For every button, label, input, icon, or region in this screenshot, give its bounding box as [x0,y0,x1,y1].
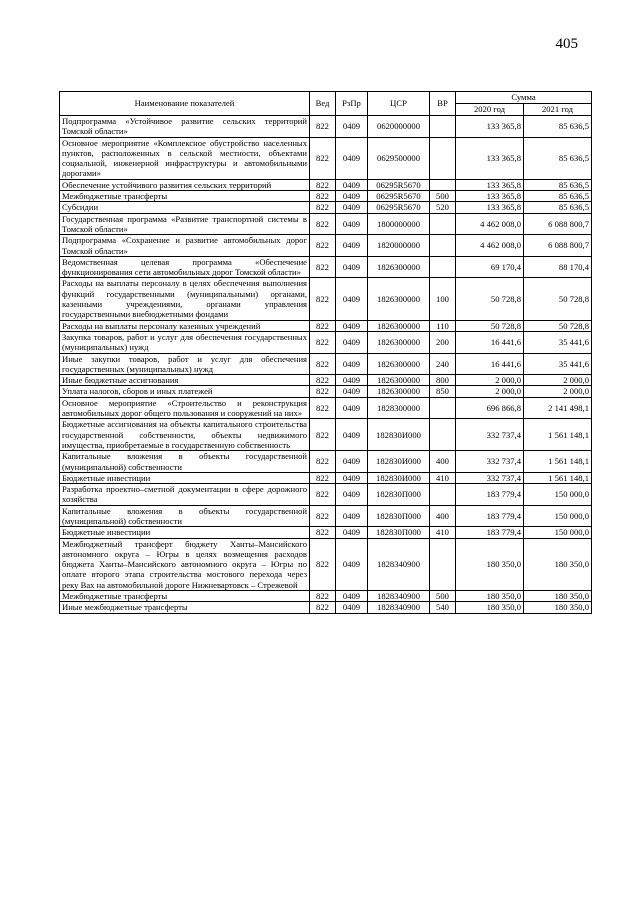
cell-rzpr: 0409 [336,278,368,320]
cell-name: Ведомственная целевая программа «Обеспечение функционирования сети автомобильных дорог Томской области» [60,256,310,278]
cell-name: Закупка товаров, работ и услуг для обеспечения государственных (муниципальных) нужд [60,331,310,353]
cell-2020: 133 365,8 [456,137,524,179]
cell-2021: 85 636,5 [524,179,592,190]
cell-vr: 400 [430,451,456,473]
cell-rzpr: 0409 [336,375,368,386]
cell-2020: 133 365,8 [456,191,524,202]
cell-vr: 500 [430,191,456,202]
cell-csr: 182830П000 [368,484,430,506]
cell-2020: 332 737,4 [456,472,524,483]
cell-ved: 822 [310,179,336,190]
cell-ved: 822 [310,331,336,353]
cell-vr: 800 [430,375,456,386]
cell-vr: 200 [430,331,456,353]
cell-csr: 1828340900 [368,602,430,613]
cell-name: Подпрограмма «Устойчивое развитие сельских территорий Томской области» [60,116,310,138]
cell-2021: 150 000,0 [524,484,592,506]
cell-vr [430,179,456,190]
cell-ved: 822 [310,386,336,397]
cell-2021: 1 561 148,1 [524,451,592,473]
cell-csr: 182830П000 [368,505,430,527]
cell-2020: 16 441,6 [456,353,524,375]
cell-csr: 182830И000 [368,472,430,483]
cell-name: Бюджетные ассигнования на объекты капитального строительства государственной собственности, объекты недвижимого имущества, приобретаемые в государственную собственность [60,419,310,451]
cell-rzpr: 0409 [336,179,368,190]
table-row [60,191,592,202]
cell-2020: 332 737,4 [456,451,524,473]
cell-vr: 410 [430,527,456,538]
cell-csr: 1826300000 [368,278,430,320]
cell-name: Государственная программа «Развитие транспортной системы в Томской области» [60,213,310,235]
table-row [60,538,592,590]
cell-rzpr: 0409 [336,472,368,483]
table-row [60,235,592,257]
cell-rzpr: 0409 [336,505,368,527]
cell-ved: 822 [310,591,336,602]
cell-csr: 182830И000 [368,451,430,473]
cell-2020: 50 728,8 [456,320,524,331]
cell-rzpr: 0409 [336,386,368,397]
cell-2020: 4 462 008,0 [456,213,524,235]
cell-2021: 85 636,5 [524,191,592,202]
table-row [60,179,592,190]
cell-name: Бюджетные инвестиции [60,527,310,538]
cell-csr: 06295R5670 [368,179,430,190]
cell-2020: 50 728,8 [456,278,524,320]
cell-rzpr: 0409 [336,538,368,590]
cell-name: Уплата налогов, сборов и иных платежей [60,386,310,397]
cell-ved: 822 [310,375,336,386]
cell-csr: 1826300000 [368,256,430,278]
table-row [60,375,592,386]
cell-rzpr: 0409 [336,419,368,451]
table-row [60,602,592,613]
cell-2021: 35 441,6 [524,331,592,353]
cell-vr: 110 [430,320,456,331]
cell-2020: 69 170,4 [456,256,524,278]
cell-name: Межбюджетный трансферт бюджету Ханты–Мансийского автономного округа – Югры в целях возмещения расходов бюджета Ханты–Мансийского автономного округа – Югры по оплате второго этапа строительства мостового перехода через реку Вах на автомобильной дороге Нижневартовск – Стрежевой [60,538,310,590]
cell-2020: 332 737,4 [456,419,524,451]
cell-name: Основное мероприятие «Комплексное обустройство населенных пунктов, расположенных в сельской местности, объектами социальной, инженерной инфраструктуры и автомобильными дорогами» [60,137,310,179]
budget-table [59,91,592,614]
cell-2020: 180 350,0 [456,602,524,613]
cell-vr [430,538,456,590]
cell-name: Основное мероприятие «Строительство и реконструкция автомобильных дорог общего пользования и сооружений на них» [60,397,310,419]
cell-2021: 180 350,0 [524,538,592,590]
table-row [60,213,592,235]
cell-vr: 500 [430,591,456,602]
cell-name: Расходы на выплаты персоналу в целях обеспечения выполнения функций государственными (муниципальными) органами, казенными учреждениями, органами управления государственными внебюджетными фондами [60,278,310,320]
cell-rzpr: 0409 [336,320,368,331]
cell-ved: 822 [310,235,336,257]
cell-name: Субсидии [60,202,310,213]
table-row [60,331,592,353]
cell-2020: 180 350,0 [456,591,524,602]
cell-csr: 1820000000 [368,235,430,257]
cell-vr: 850 [430,386,456,397]
cell-2021: 35 441,6 [524,353,592,375]
cell-ved: 822 [310,256,336,278]
cell-rzpr: 0409 [336,527,368,538]
cell-rzpr: 0409 [336,235,368,257]
cell-vr: 540 [430,602,456,613]
cell-ved: 822 [310,213,336,235]
cell-2021: 85 636,5 [524,202,592,213]
cell-ved: 822 [310,137,336,179]
cell-csr: 1826300000 [368,353,430,375]
table-row [60,505,592,527]
header-year-2020: 2020 год [456,104,524,116]
cell-rzpr: 0409 [336,451,368,473]
cell-vr [430,235,456,257]
cell-name: Разработка проектно–сметной документации в сфере дорожного хозяйства [60,484,310,506]
cell-2021: 1 561 148,1 [524,419,592,451]
cell-ved: 822 [310,451,336,473]
cell-csr: 1826300000 [368,375,430,386]
cell-name: Капитальные вложения в объекты государственной (муниципальной) собственности [60,451,310,473]
cell-rzpr: 0409 [336,353,368,375]
cell-rzpr: 0409 [336,213,368,235]
cell-ved: 822 [310,602,336,613]
cell-2020: 183 779,4 [456,527,524,538]
cell-name: Иные бюджетные ассигнования [60,375,310,386]
cell-ved: 822 [310,484,336,506]
cell-vr: 100 [430,278,456,320]
cell-ved: 822 [310,278,336,320]
cell-rzpr: 0409 [336,591,368,602]
header-ved: Вед [310,92,336,116]
cell-vr: 400 [430,505,456,527]
cell-vr [430,484,456,506]
cell-2020: 183 779,4 [456,484,524,506]
cell-ved: 822 [310,202,336,213]
cell-2021: 85 636,5 [524,137,592,179]
cell-2020: 183 779,4 [456,505,524,527]
cell-csr: 1828300000 [368,397,430,419]
cell-ved: 822 [310,320,336,331]
table-row [60,419,592,451]
cell-2020: 696 866,8 [456,397,524,419]
cell-2020: 4 462 008,0 [456,235,524,257]
cell-ved: 822 [310,397,336,419]
cell-vr [430,397,456,419]
table-row [60,527,592,538]
cell-csr: 182830П000 [368,527,430,538]
table-row [60,397,592,419]
cell-2020: 2 000,0 [456,375,524,386]
header-vr: ВР [430,92,456,116]
table-row [60,320,592,331]
cell-2021: 85 636,5 [524,116,592,138]
cell-2020: 16 441,6 [456,331,524,353]
cell-ved: 822 [310,419,336,451]
cell-ved: 822 [310,191,336,202]
cell-vr: 410 [430,472,456,483]
cell-vr [430,116,456,138]
header-year-2021: 2021 год [524,104,592,116]
table-body [60,116,592,614]
cell-csr: 1828340900 [368,538,430,590]
cell-rzpr: 0409 [336,331,368,353]
header-rzpr: РзПр [336,92,368,116]
header-csr: ЦСР [368,92,430,116]
table-row [60,116,592,138]
cell-csr: 0629500000 [368,137,430,179]
cell-csr: 182830И000 [368,419,430,451]
cell-name: Межбюджетные трансферты [60,591,310,602]
cell-ved: 822 [310,353,336,375]
cell-2021: 150 000,0 [524,527,592,538]
table-row [60,256,592,278]
cell-rzpr: 0409 [336,137,368,179]
cell-vr [430,137,456,179]
header-sum: Сумма [456,92,592,104]
cell-name: Расходы на выплаты персоналу казенных учреждений [60,320,310,331]
cell-rzpr: 0409 [336,202,368,213]
cell-rzpr: 0409 [336,602,368,613]
table-row [60,353,592,375]
cell-csr: 06295R5670 [368,191,430,202]
cell-ved: 822 [310,538,336,590]
cell-rzpr: 0409 [336,256,368,278]
cell-vr [430,256,456,278]
cell-rzpr: 0409 [336,116,368,138]
cell-name: Иные закупки товаров, работ и услуг для обеспечения государственных (муниципальных) нужд [60,353,310,375]
cell-ved: 822 [310,472,336,483]
table-header [60,92,592,116]
cell-csr: 0620000000 [368,116,430,138]
table-row [60,451,592,473]
cell-2021: 2 141 498,1 [524,397,592,419]
cell-2021: 150 000,0 [524,505,592,527]
header-name: Наименование показателей [60,92,310,116]
cell-2020: 133 365,8 [456,202,524,213]
cell-name: Иные межбюджетные трансферты [60,602,310,613]
cell-ved: 822 [310,116,336,138]
cell-rzpr: 0409 [336,484,368,506]
cell-2021: 88 170,4 [524,256,592,278]
cell-2021: 2 000,0 [524,375,592,386]
cell-csr: 1826300000 [368,386,430,397]
cell-name: Подпрограмма «Сохранение и развитие автомобильных дорог Томской области» [60,235,310,257]
cell-vr: 240 [430,353,456,375]
cell-2021: 6 088 800,7 [524,213,592,235]
cell-name: Бюджетные инвестиции [60,472,310,483]
table-row [60,386,592,397]
cell-2020: 180 350,0 [456,538,524,590]
cell-csr: 1828340900 [368,591,430,602]
cell-name: Обеспечение устойчивого развития сельских территорий [60,179,310,190]
cell-ved: 822 [310,527,336,538]
table-row [60,472,592,483]
table-row [60,591,592,602]
cell-csr: 1826300000 [368,331,430,353]
cell-vr: 520 [430,202,456,213]
table-row [60,484,592,506]
cell-name: Капитальные вложения в объекты государственной (муниципальной) собственности [60,505,310,527]
cell-csr: 1826300000 [368,320,430,331]
cell-2021: 180 350,0 [524,602,592,613]
cell-vr [430,419,456,451]
cell-2020: 133 365,8 [456,179,524,190]
cell-rzpr: 0409 [336,397,368,419]
page-number: 405 [555,36,578,52]
cell-2021: 180 350,0 [524,591,592,602]
cell-rzpr: 0409 [336,191,368,202]
cell-csr: 1800000000 [368,213,430,235]
cell-2021: 2 000,0 [524,386,592,397]
cell-name: Межбюджетные трансферты [60,191,310,202]
cell-2020: 133 365,8 [456,116,524,138]
cell-2021: 50 728,8 [524,320,592,331]
cell-vr [430,213,456,235]
cell-2021: 50 728,8 [524,278,592,320]
table-row [60,202,592,213]
cell-csr: 06295R5670 [368,202,430,213]
cell-ved: 822 [310,505,336,527]
table-row [60,137,592,179]
cell-2020: 2 000,0 [456,386,524,397]
cell-2021: 1 561 148,1 [524,472,592,483]
table-row [60,278,592,320]
cell-2021: 6 088 800,7 [524,235,592,257]
